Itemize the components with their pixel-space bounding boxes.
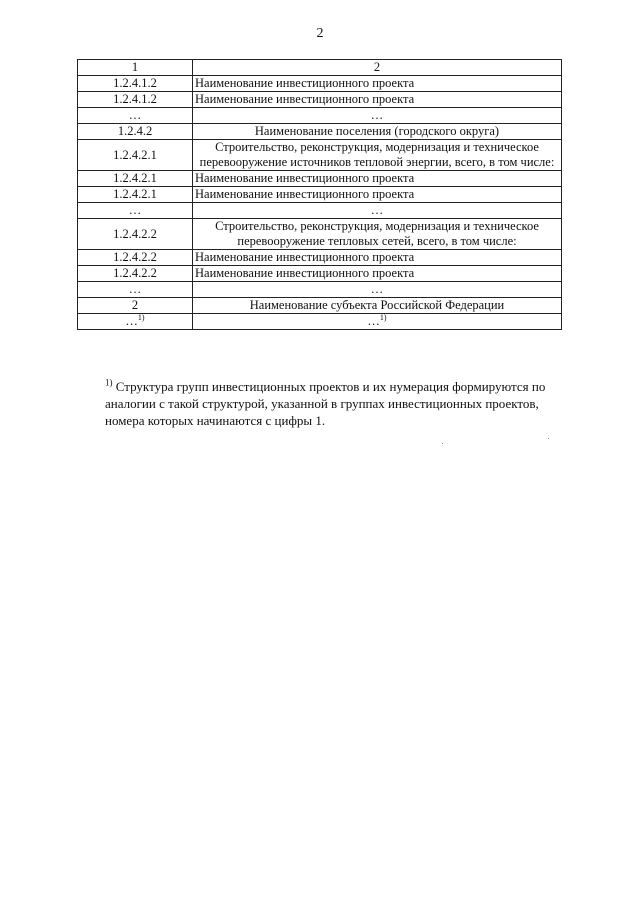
row-code: 1.2.4.2.1 [78, 171, 193, 187]
row-code: 1.2.4.2.1 [78, 187, 193, 203]
scan-speck [442, 443, 443, 444]
row-name: … [193, 203, 562, 219]
table-row [78, 187, 562, 203]
row-code [78, 314, 193, 330]
footnote-ref: 1) [379, 312, 387, 322]
row-code: 1.2.4.2.1 [78, 140, 193, 171]
row-code: … [78, 108, 193, 124]
row-code: … [78, 282, 193, 298]
row-code: 1.2.4.2 [78, 124, 193, 140]
footnote-ref: 1) [137, 312, 145, 322]
row-name: Наименование инвестиционного проекта [193, 250, 562, 266]
row-code-text: … [125, 314, 138, 328]
row-code: 1.2.4.2.2 [78, 266, 193, 282]
table-row [78, 108, 562, 124]
table-row [78, 298, 562, 314]
page-number: 2 [316, 26, 324, 41]
row-code: 1.2.4.2.2 [78, 219, 193, 250]
table-row [78, 124, 562, 140]
row-code: … [78, 203, 193, 219]
row-code: 2 [78, 298, 193, 314]
row-name: Наименование инвестиционного проекта [193, 266, 562, 282]
row-name: Наименование субъекта Российской Федерации [193, 298, 562, 314]
row-name: … [193, 282, 562, 298]
row-name: Строительство, реконструкция, модернизация и техническое перевооружение тепловых сетей, всего, в том числе: [193, 219, 562, 250]
table-row [78, 250, 562, 266]
row-name [193, 314, 562, 330]
scan-speck [548, 438, 549, 439]
footnote [105, 378, 575, 429]
header-col-1: 1 [78, 60, 193, 76]
table-row [78, 266, 562, 282]
row-name: Строительство, реконструкция, модернизация и техническое перевооружение источников тепловой энергии, всего, в том числе: [193, 140, 562, 171]
row-name: Наименование инвестиционного проекта [193, 171, 562, 187]
row-code: 1.2.4.1.2 [78, 76, 193, 92]
table-row [78, 92, 562, 108]
row-name: Наименование инвестиционного проекта [193, 92, 562, 108]
table-row [78, 203, 562, 219]
table-row-last [78, 314, 562, 330]
row-code: 1.2.4.1.2 [78, 92, 193, 108]
row-name: Наименование инвестиционного проекта [193, 187, 562, 203]
header-col-2: 2 [193, 60, 562, 76]
table-row [78, 76, 562, 92]
row-name: Наименование поселения (городского округа) [193, 124, 562, 140]
table-row [78, 282, 562, 298]
row-name: Наименование инвестиционного проекта [193, 76, 562, 92]
investment-projects-table [77, 59, 562, 330]
row-name-text: … [367, 314, 380, 328]
footnote-text: Структура групп инвестиционных проектов и их нумерация формируются по аналогии с такой структурой, указанной в группах инвестиционных проектов, номера которых начинаются с цифры 1. [105, 379, 546, 428]
footnote-marker: 1) [105, 377, 113, 388]
table-row [78, 219, 562, 250]
table-header-row [78, 60, 562, 76]
row-name: … [193, 108, 562, 124]
table-row [78, 171, 562, 187]
row-code: 1.2.4.2.2 [78, 250, 193, 266]
table-row [78, 140, 562, 171]
